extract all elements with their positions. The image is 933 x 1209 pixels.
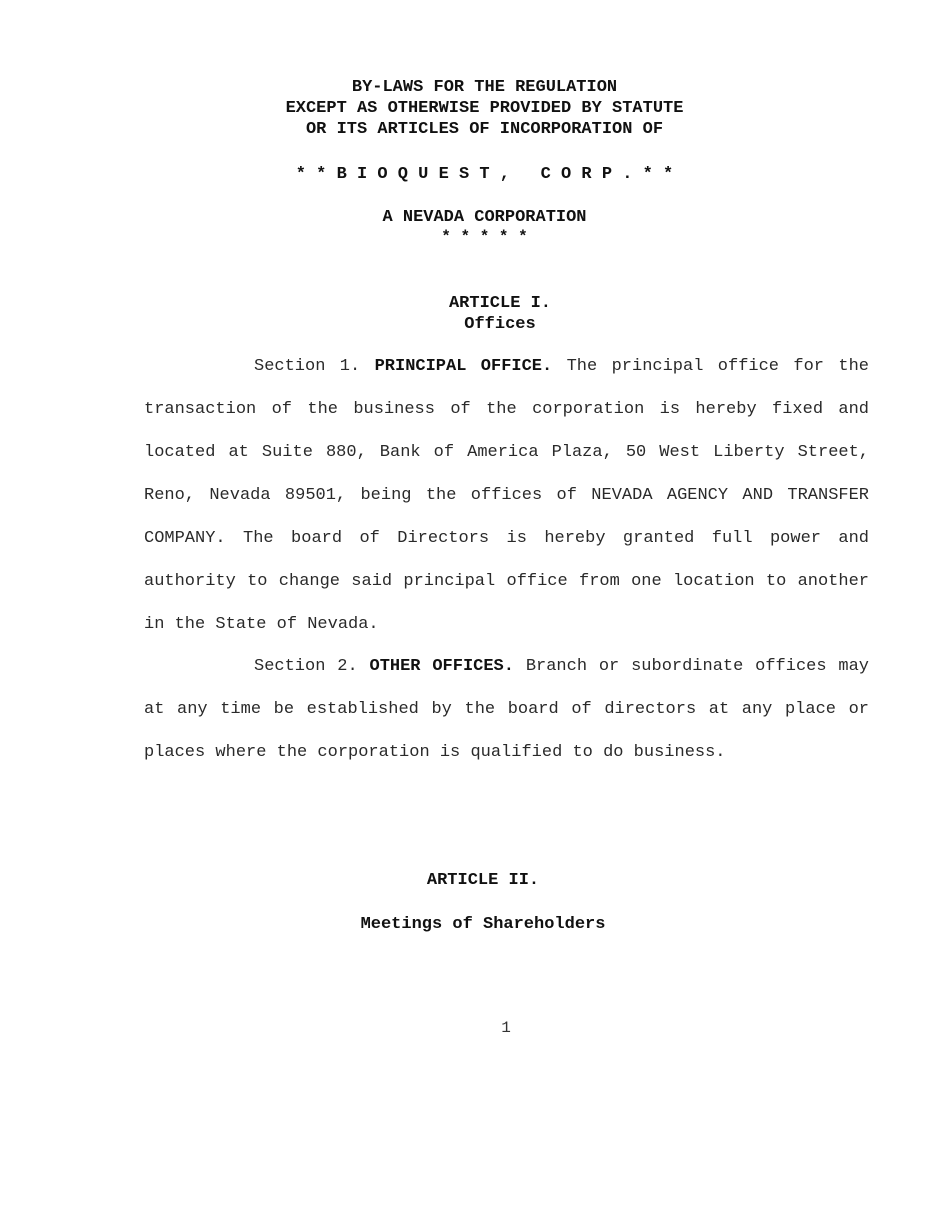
section-1-text: The principal office for the transaction of the business of the corporation is hereby fixed and located at Suite 880, Bank of America Plaza, 50 West Liberty Street, Reno, Nevada 89501, being the offices of NEVADA AGENCY AND TRANSFER COMPANY. The board of Directors is hereby granted full power and authority to change said principal office from one location to another in the State of Nevada. (144, 357, 869, 634)
section-2-paragraph (144, 645, 869, 774)
section-1-heading: PRINCIPAL OFFICE. (374, 357, 553, 376)
title-line-1: BY-LAWS FOR THE REGULATION (351, 78, 618, 97)
article-2-heading: ARTICLE II. (426, 871, 540, 890)
title-line-3: OR ITS ARTICLES OF INCORPORATION OF (305, 120, 664, 139)
page-number: 1 (501, 1019, 511, 1037)
section-2-label: Section 2. (254, 657, 358, 676)
company-name: * * B I O Q U E S T , C O R P . * * (295, 165, 674, 184)
section-2-text: Branch or subordinate offices may at any time be established by the board of directors at any place or places where the corporation is qualified to do business. (144, 657, 870, 762)
article-1-heading: ARTICLE I. (448, 294, 552, 313)
section-1-paragraph (144, 345, 869, 646)
section-1-label: Section 1. (254, 357, 361, 376)
article-2-title: Meetings of Shareholders (360, 915, 606, 934)
stars-divider: * * * * * (441, 228, 528, 246)
section-2-heading: OTHER OFFICES. (369, 657, 514, 676)
article-1-title: Offices (464, 315, 536, 334)
state-line: A NEVADA CORPORATION (382, 208, 587, 227)
title-line-2: EXCEPT AS OTHERWISE PROVIDED BY STATUTE (285, 99, 684, 118)
